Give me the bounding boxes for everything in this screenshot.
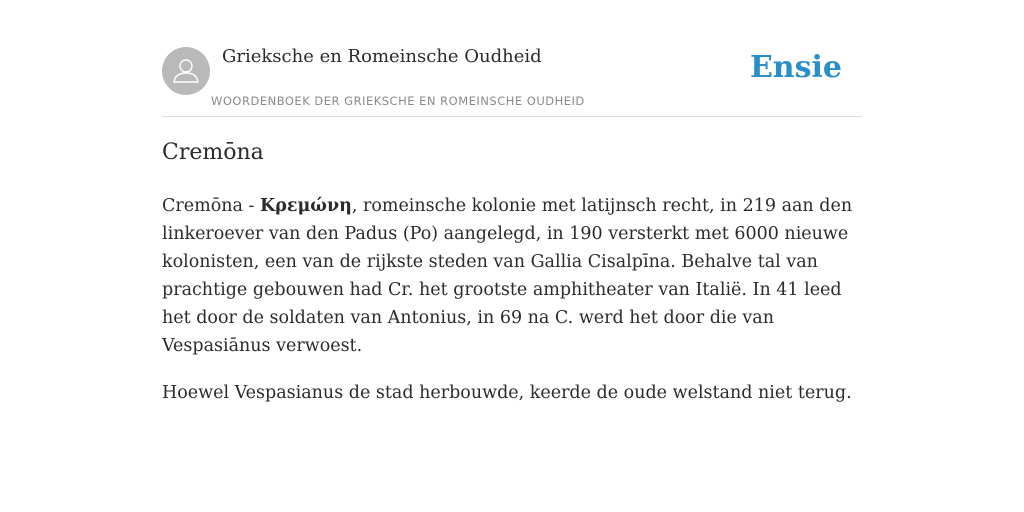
entry-title: Cremōna — [162, 140, 264, 165]
source-title[interactable]: Grieksche en Romeinsche Oudheid — [222, 46, 542, 67]
brand-logo[interactable]: Ensie — [749, 50, 842, 85]
term-separator: - — [242, 196, 260, 216]
entry-term: Cremōna — [162, 196, 243, 216]
entry-text: , romeinsche kolonie met latijnsch recht, in 219 aan den linkeroever van den Padus (Po) aangelegd, in 190 versterkt met 6000 nieuwe kolonisten, een van de rijkste steden van Gallia Cisalpīna. Behalve tal van prachtige gebouwen had Cr. het grootste amphitheater van Italië. In 41 leed het door de soldaten van Antonius, in 69 na C. werd het door die van Vespasiānus verwoest. — [162, 196, 853, 356]
avatar[interactable] — [162, 47, 210, 95]
greek-term: Κρεμώνη — [260, 196, 352, 216]
entry-content — [162, 192, 862, 426]
source-subtitle: WOORDENBOEK DER GRIEKSCHE EN ROMEINSCHE OUDHEID — [211, 94, 585, 108]
entry-paragraph — [162, 192, 862, 360]
user-icon — [162, 47, 210, 95]
entry-paragraph: Hoewel Vespasianus de stad herbouwde, keerde de oude welstand niet terug. — [162, 383, 852, 403]
header — [162, 0, 862, 117]
